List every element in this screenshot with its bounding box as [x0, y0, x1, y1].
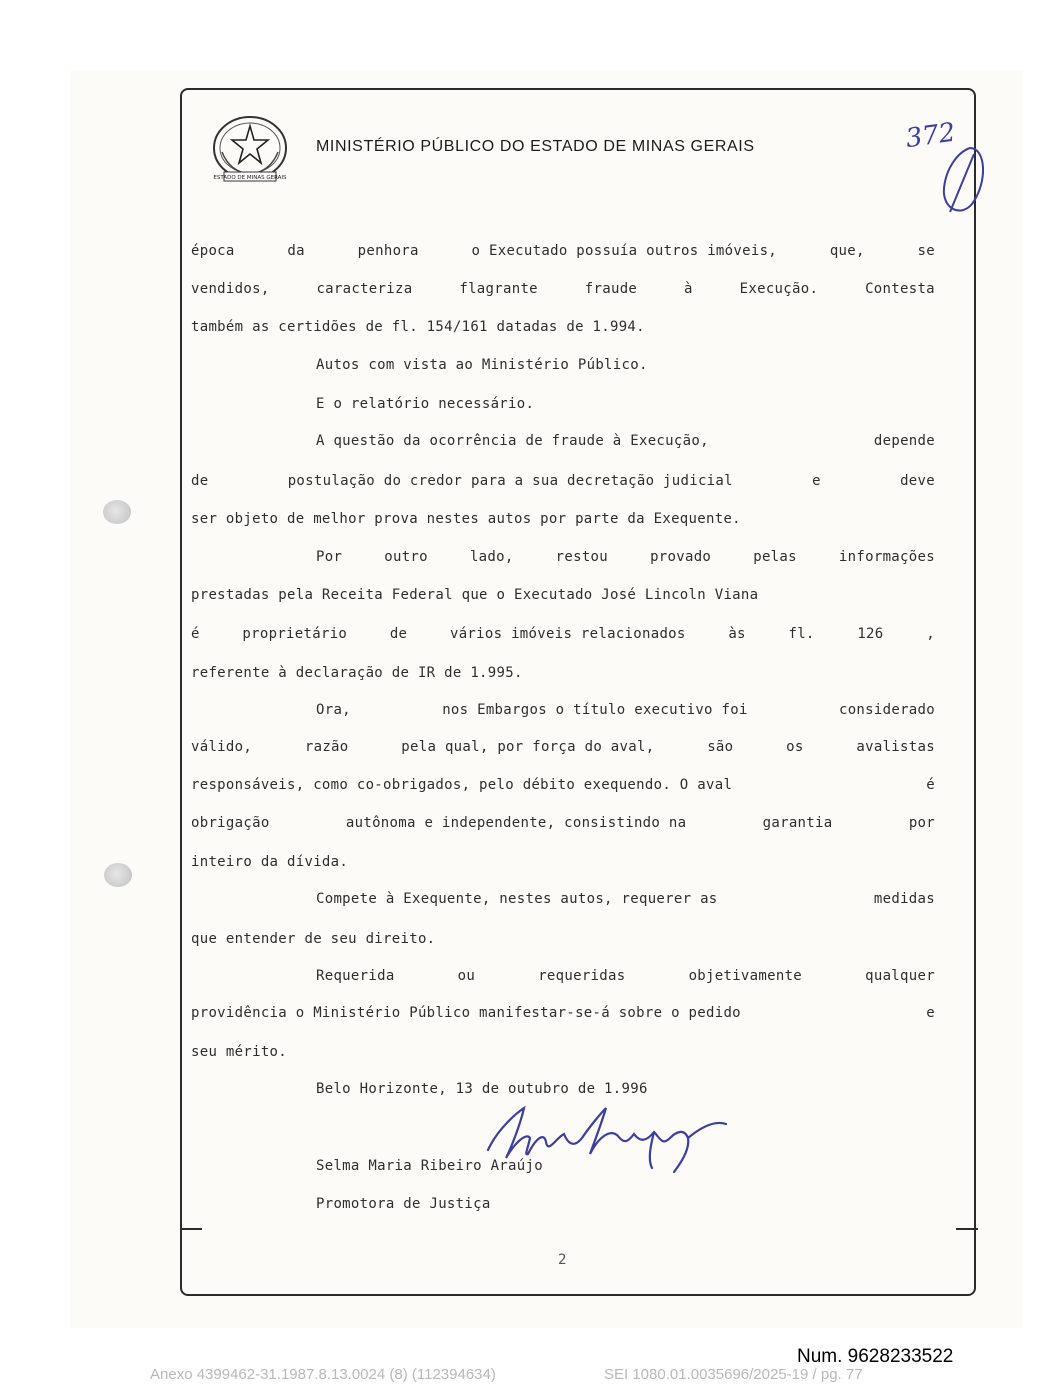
word: responsáveis, como co-obrigados, pelo débito exequendo. O aval — [191, 777, 733, 793]
word: obrigação — [191, 815, 270, 831]
word: requeridas — [538, 968, 626, 984]
word: postulação do credor para a sua decretação judicial — [287, 473, 733, 489]
signatory-name: Selma Maria Ribeiro Araújo — [316, 1158, 543, 1174]
word: se — [917, 243, 935, 259]
word: 126 — [857, 626, 884, 642]
body-line — [316, 891, 935, 907]
folio-number: 372 — [903, 117, 958, 155]
body-line — [191, 243, 935, 259]
word: considerado — [838, 702, 935, 718]
word: Ora, — [316, 702, 351, 718]
word: deve — [900, 473, 935, 489]
word: Requerida — [316, 968, 395, 984]
word: providência o Ministério Público manifestar-se-á sobre o pedido — [191, 1005, 741, 1021]
document-number: Num. 9628233522 — [797, 1346, 954, 1367]
word: pelas — [753, 549, 797, 565]
word: autônoma e independente, consistindo na — [345, 815, 687, 831]
word: outro — [384, 549, 428, 565]
page-number: 2 — [558, 1252, 567, 1268]
word: objetivamente — [688, 968, 803, 984]
word: caracteriza — [316, 281, 413, 297]
word: o Executado possuía outros imóveis, — [471, 243, 778, 259]
word: fraude — [584, 281, 638, 297]
word: A questão da ocorrência de fraude à Execução, — [316, 433, 709, 449]
word: vendidos, — [191, 281, 270, 297]
body-line: Autos com vista ao Ministério Público. — [316, 357, 648, 373]
body-line — [316, 433, 935, 449]
date-line: Belo Horizonte, 13 de outubro de 1.996 — [316, 1081, 648, 1097]
word: garantia — [762, 815, 833, 831]
word: Execução. — [739, 281, 819, 297]
body-line: também as certidões de fl. 154/161 datadas de 1.994. — [191, 319, 645, 335]
handwritten-folio — [900, 108, 996, 218]
punch-hole — [104, 863, 132, 887]
word: Compete à Exequente, nestes autos, requerer as — [316, 891, 718, 907]
word: nos Embargos o título executivo foi — [442, 702, 748, 718]
word: Contesta — [865, 281, 935, 297]
word: época — [191, 243, 235, 259]
word: provado — [650, 549, 712, 565]
body-line — [316, 549, 935, 565]
word: informações — [838, 549, 935, 565]
body-line: seu mérito. — [191, 1044, 288, 1060]
word: de — [389, 626, 408, 642]
word: da — [287, 243, 305, 259]
word: Por — [316, 549, 343, 565]
word: que, — [829, 243, 865, 259]
word: e — [812, 473, 821, 489]
word: qualquer — [865, 968, 935, 984]
word: são — [707, 739, 734, 755]
word: de — [191, 473, 209, 489]
word: é — [926, 777, 935, 793]
word: e — [926, 1005, 935, 1021]
body-line — [191, 739, 935, 755]
word: flagrante — [459, 281, 538, 297]
word: às — [728, 626, 746, 642]
body-line — [191, 815, 935, 831]
body-line: referente à declaração de IR de 1.995. — [191, 665, 523, 681]
punch-hole — [103, 500, 131, 524]
margin-tick — [180, 1228, 202, 1230]
word: válido, — [191, 739, 253, 755]
word: é — [191, 626, 200, 642]
word: avalistas — [856, 739, 935, 755]
footer-left: Anexo 4399462-31.1987.8.13.0024 (8) (112394634) — [150, 1366, 496, 1383]
word: medidas — [873, 891, 935, 907]
state-seal-icon — [208, 112, 292, 188]
word: ou — [457, 968, 476, 984]
body-line — [191, 1005, 935, 1021]
word: pela qual, por força do aval, — [401, 739, 655, 755]
word: por — [908, 815, 935, 831]
body-line: ser objeto de melhor prova nestes autos por parte da Exequente. — [191, 511, 741, 527]
body-line — [316, 968, 935, 984]
word: penhora — [357, 243, 419, 259]
word: vários imóveis relacionados — [449, 626, 686, 642]
footer-right: SEI 1080.01.0035696/2025-19 / pg. 77 — [604, 1366, 863, 1383]
body-line: inteiro da dívida. — [191, 854, 349, 870]
body-line: prestadas pela Receita Federal que o Executado José Lincoln Viana — [191, 587, 759, 603]
body-line — [316, 702, 935, 718]
word: depende — [873, 433, 935, 449]
body-line — [191, 626, 935, 642]
body-line: que entender de seu direito. — [191, 931, 436, 947]
body-line — [191, 281, 935, 297]
word: proprietário — [242, 626, 348, 642]
word: , — [926, 626, 935, 642]
word: razão — [304, 739, 349, 755]
body-line: E o relatório necessário. — [316, 396, 535, 412]
word: fl. — [788, 626, 815, 642]
margin-tick — [956, 1228, 978, 1230]
page-title: MINISTÉRIO PÚBLICO DO ESTADO DE MINAS GERAIS — [316, 138, 755, 155]
seal-text: ESTADO DE MINAS GERAIS — [213, 175, 287, 181]
word: lado, — [469, 549, 514, 565]
word: restou — [555, 549, 609, 565]
word: à — [684, 281, 693, 297]
body-line — [191, 777, 935, 793]
word: os — [786, 739, 804, 755]
signatory-title: Promotora de Justiça — [316, 1196, 491, 1212]
body-line — [191, 473, 935, 489]
